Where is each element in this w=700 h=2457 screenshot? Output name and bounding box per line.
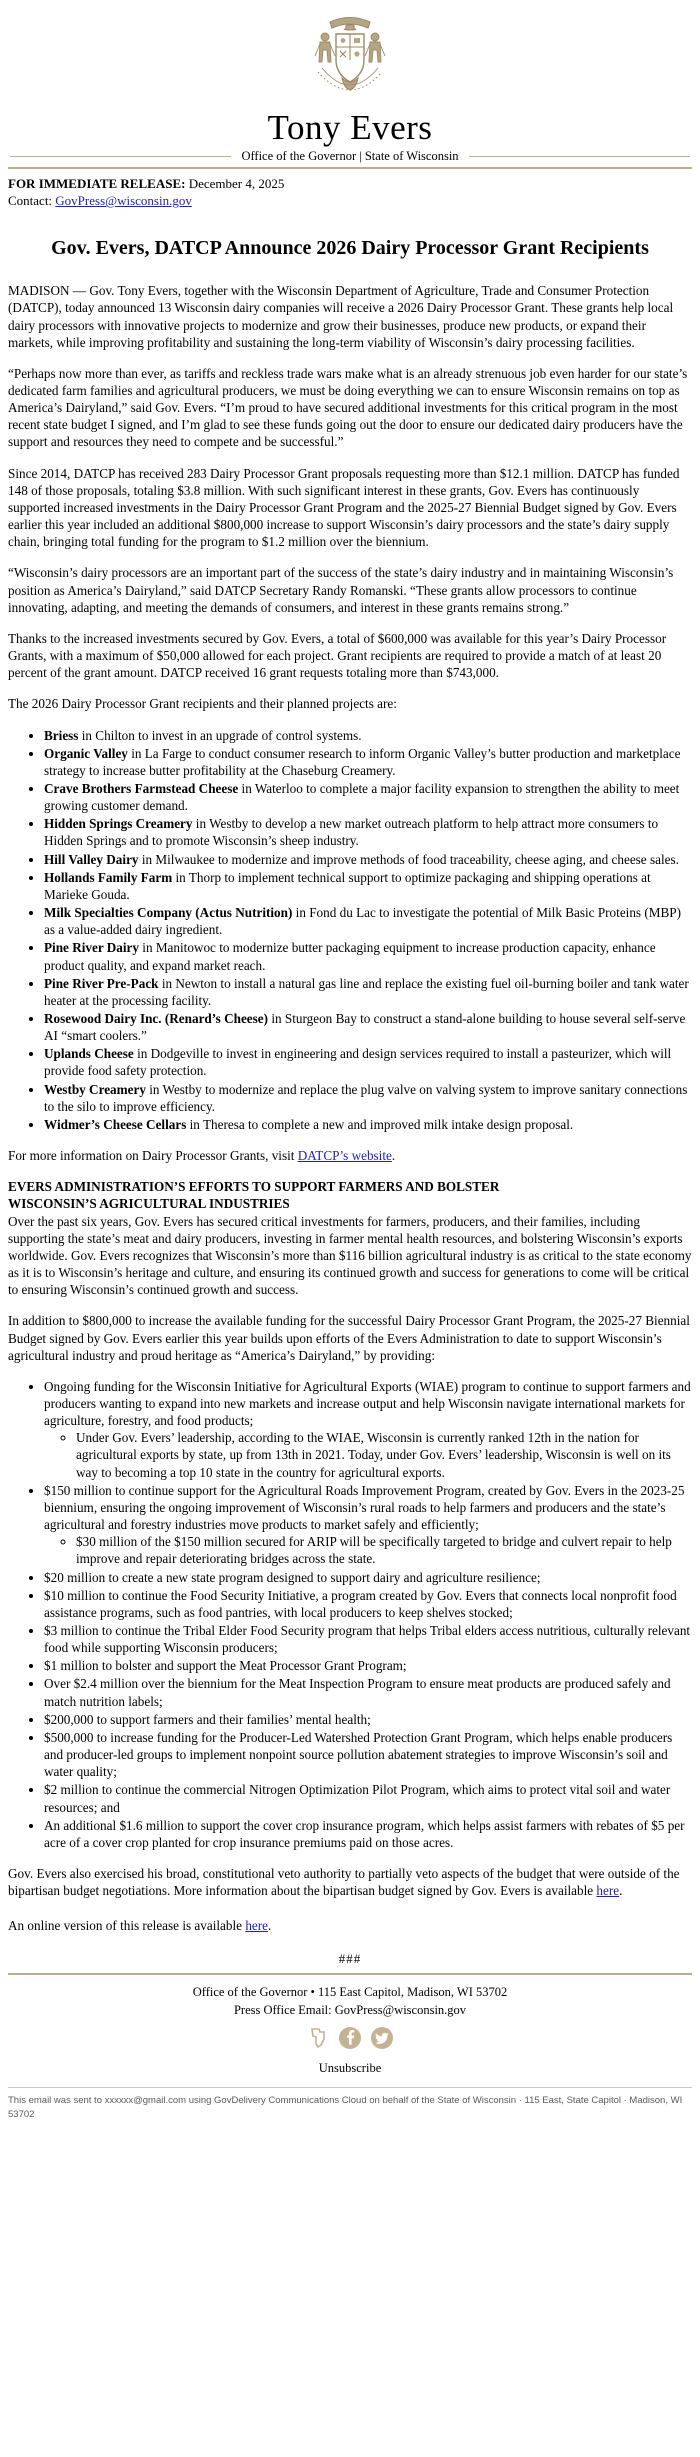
recipient-item — [44, 1010, 692, 1044]
budget-item — [44, 1378, 692, 1481]
budget-item-text: Over $2.4 million over the biennium for the Meat Inspection Program to ensure meat products are produced safely and match nutrition labels; — [44, 1676, 671, 1709]
wisconsin-state-seal-icon — [306, 10, 394, 110]
budget-info-link[interactable]: here — [596, 1883, 620, 1899]
budget-item-text: $200,000 to support farmers and their families’ mental health; — [44, 1711, 371, 1727]
recipient-item — [44, 1045, 692, 1079]
budget-item — [44, 1817, 692, 1851]
unsubscribe-link[interactable]: Unsubscribe — [318, 2060, 382, 2075]
paragraph-quote-evers: “Perhaps now more than ever, as tariffs and reckless trade wars make what is an already strenuous job even harder for our state’s dedicated farm families and agricultural producers, we must be doing everything we can to ensure Wisconsin remains on top as America’s Dairyland,” said Gov. Evers. “I’m proud to have secured additional investments for this critical program in the most recent state budget I signed, and I’m glad to see these funds going out the door to ensure our dedicated dairy producers have the support and resources they need to compete and be successful.” — [8, 365, 688, 450]
recipient-name: Organic Valley — [44, 745, 128, 761]
paragraph-veto — [8, 1865, 692, 1899]
budget-subitems-list — [44, 1429, 692, 1480]
recipient-name: Pine River Dairy — [44, 940, 139, 956]
budget-item-text: An additional $1.6 million to support the cover crop insurance program, which helps assist farmers with rebates of $5 per acre of a cover crop planted for crop insurance premiums paid on those acres. — [44, 1817, 685, 1850]
rule-right — [469, 156, 690, 157]
release-date: December 4, 2025 — [185, 175, 285, 191]
budget-subitem: ◦ $30 million of the $150 million secured for ARIP will be specifically targeted to bridge and culvert repair to help improve and repair deteriorating bridges across the state. — [76, 1533, 692, 1567]
online-prefix: An online version of this release is available — [8, 1918, 246, 1934]
immediate-release-label: FOR IMMEDIATE RELEASE: — [8, 175, 186, 191]
recipient-detail: in Manitowoc to modernize butter packaging equipment to increase production capacity, enhance product quality, and expand market reach. — [44, 940, 656, 973]
contact-label: Contact: — [8, 193, 56, 209]
paragraph-more-info — [8, 1147, 692, 1164]
page-title: Gov. Evers, DATCP Announce 2026 Dairy Processor Grant Recipients — [51, 236, 649, 259]
budget-item — [44, 1781, 692, 1815]
release-meta — [8, 175, 692, 210]
unsubscribe-link-wrap — [8, 2059, 692, 2077]
contact-line — [8, 192, 692, 210]
office-subline-row — [8, 149, 692, 164]
budget-item-text: $2 million to continue the commercial Nitrogen Optimization Pilot Program, which aims to protect vital soil and water resources; and — [44, 1782, 671, 1815]
footer-address: Office of the Governor • 115 East Capitol, Madison, WI 53702 — [192, 1984, 508, 1999]
masthead — [8, 0, 692, 169]
recipient-detail: in Dodgeville to invest in engineering and design services required to install a pasteurizer, which will provide food safety protection. — [44, 1046, 672, 1079]
recipient-detail: in Waterloo to complete a major facility expansion to strengthen the ability to meet growing customer demand. — [44, 780, 680, 814]
budget-item-text: $20 million to create a new state program designed to support dairy and agriculture resilience; — [44, 1569, 541, 1585]
budget-item — [44, 1711, 692, 1728]
budget-item-text: $1 million to bolster and support the Meat Processor Grant Program; — [44, 1658, 407, 1674]
paragraph-online-version — [8, 1917, 692, 1934]
efforts-section-heading-line2: WISCONSIN’S AGRICULTURAL INDUSTRIES — [8, 1196, 290, 1212]
recipient-name: Hidden Springs Creamery — [44, 816, 193, 832]
rule-left — [10, 156, 231, 157]
budget-item — [44, 1622, 692, 1656]
contact-email-link[interactable]: GovPress@wisconsin.gov — [55, 193, 192, 209]
recipient-name: Westby Creamery — [44, 1081, 146, 1097]
budget-item-text: $10 million to continue the Food Security Initiative, a program created by Gov. Evers that connects local nonprofit food assistance programs, such as food pantries, with local producers to keep shelves stocked; — [44, 1587, 677, 1620]
recipient-item — [44, 1116, 692, 1133]
recipients-list — [8, 727, 692, 1134]
recipient-name: Crave Brothers Farmstead Cheese — [44, 780, 239, 796]
paragraph-quote-romanski: “Wisconsin’s dairy processors are an important part of the success of the state’s dairy industry and in maintaining Wisconsin’s position as America’s Dairyland,” said DATCP Secretary Randy Romanski. “These grants allow processors to continue innovating, adapting, and meeting the demands of consumers, and interest in these grants remains strong.” — [8, 565, 674, 615]
footer-press-email: Press Office Email: GovPress@wisconsin.gov — [233, 2002, 467, 2017]
recipient-item — [44, 780, 692, 814]
immediate-release-line — [8, 175, 692, 193]
footer-top-rule — [8, 1973, 692, 1975]
recipient-detail: in Westby to develop a new market outreach platform to help attract more consumers to Hidden Springs and to promote Wisconsin’s sheep industry. — [44, 816, 659, 849]
recipient-item — [44, 727, 692, 744]
budget-item — [44, 1587, 692, 1621]
footer — [8, 1983, 692, 2077]
budget-item — [44, 1729, 692, 1780]
governor-name: Tony Evers — [267, 108, 433, 147]
recipient-item — [44, 904, 692, 938]
recipient-detail: in La Farge to conduct consumer research to inform Organic Valley’s butter production and marketplace strategy to increase butter profitability at the Chaseburg Creamery. — [44, 745, 681, 778]
budget-item-text: $150 million to continue support for the Agricultural Roads Improvement Program, created by Gov. Evers in the 2023-25 biennium, ensuring the ongoing improvement of Wisconsin’s rural roads to help farmers and producers and the state’s agricultural and forestry industries move products to market safely and efficiently; — [44, 1482, 685, 1533]
recipient-name: Hollands Family Farm — [44, 869, 173, 885]
recipient-item — [44, 939, 692, 973]
budget-item — [44, 1657, 692, 1674]
recipient-name: Uplands Cheese — [44, 1046, 134, 1062]
budget-item — [44, 1569, 692, 1586]
budget-items-list — [8, 1378, 692, 1851]
recipient-name: Milk Specialties Company (Actus Nutrition) — [44, 905, 293, 921]
recipient-detail: in Chilton to invest in an upgrade of control systems. — [78, 727, 362, 743]
veto-prefix: Gov. Evers also exercised his broad, constitutional veto authority to partially veto aspects of the budget that were outside of the bipartisan budget negotiations. More information about the bipartisan budget signed by Gov. Evers is available — [8, 1866, 680, 1899]
online-release-link[interactable]: here — [245, 1918, 269, 1934]
recipient-name: Pine River Pre-Pack — [44, 975, 159, 991]
efforts-section-heading-line1: EVERS ADMINISTRATION’S EFFORTS TO SUPPORT FARMERS AND BOLSTER — [8, 1179, 500, 1195]
budget-item — [44, 1482, 692, 1568]
end-marker: ### — [338, 1950, 362, 1966]
paragraph-budget-intro: In addition to $800,000 to increase the available funding for the successful Dairy Processor Grant Program, the 2025-27 Biennial Budget signed by Gov. Evers earlier this year builds upon efforts of the Evers Administration to date to support Wisconsin’s agricultural industry and proud heritage as “America’s Dairyland,” by providing: — [8, 1313, 690, 1363]
recipient-name: Hill Valley Dairy — [44, 851, 139, 867]
recipient-detail: in Westby to modernize and replace the plug valve on valving system to improve sanitary connections to the silo to improve efficiency. — [44, 1081, 688, 1114]
recipient-detail: in Sturgeon Bay to construct a stand-alone building to house several self-serve AI “smart coolers.” — [44, 1011, 686, 1044]
budget-subitems-list — [44, 1533, 692, 1567]
budget-subitem: ◦ Under Gov. Evers’ leadership, according to the WIAE, Wisconsin is currently ranked 12th in the nation for agricultural exports by state, up from 13th in 2021. Today, under Gov. Evers’ leadership, Wisconsin is well on its way to becoming a top 10 state in the country for agricultural exports. — [76, 1429, 692, 1480]
budget-item-text: Ongoing funding for the Wisconsin Initiative for Agricultural Exports (WIAE) program to continue to support farmers and producers wanting to expand into new markets and increase output and help Wisconsin navigate international markets for agriculture, forestry, and food products; — [44, 1378, 691, 1429]
more-info-suffix: . — [391, 1148, 396, 1164]
social-links-row — [8, 2025, 692, 2051]
paragraph-funding-details: Thanks to the increased investments secured by Gov. Evers, a total of $600,000 was available for this year’s Dairy Processor Grants, with a maximum of $50,000 allowed for each project. Grant recipients are required to provide a match of at least 20 percent of the grant amount. DATCP received 16 grant requests totaling more than $743,000. — [8, 630, 667, 681]
recipient-name: Rosewood Dairy Inc. (Renard’s Cheese) — [44, 1011, 269, 1027]
recipient-detail: in Milwaukee to modernize and improve methods of food traceability, cheese aging, and cheese sales. — [138, 851, 679, 867]
masthead-bottom-rule — [8, 167, 692, 169]
recipient-item — [44, 1081, 692, 1115]
recipient-item — [44, 815, 692, 849]
wisconsin-icon[interactable] — [305, 2025, 331, 2051]
more-info-prefix: For more information on Dairy Processor Grants, visit — [8, 1148, 298, 1164]
paragraph-lede: MADISON — Gov. Tony Evers, together with the Wisconsin Department of Agriculture, Trade and Consumer Protection (DATCP), today announced 13 Wisconsin dairy companies will receive a 2026 Dairy Processor Grant. These grants help local dairy processors with innovative projects to modernize and grow their businesses, produce new products, or expand their markets, while improving profitability and sustaining the long-term viability of Wisconsin’s dairy processing facilities. — [8, 283, 674, 350]
recipient-detail: in Theresa to complete a new and improved milk intake design proposal. — [186, 1116, 574, 1132]
budget-item — [44, 1675, 692, 1709]
recipient-item — [44, 869, 692, 903]
datcp-website-link[interactable]: DATCP’s website — [297, 1148, 392, 1164]
recipient-name: Widmer’s Cheese Cellars — [44, 1116, 187, 1132]
paragraph-recipients-intro: The 2026 Dairy Processor Grant recipients and their planned projects are: — [8, 696, 397, 712]
recipient-detail: in Fond du Lac to investigate the potential of Milk Basic Proteins (MBP) as a value-added dairy ingredient. — [44, 905, 681, 938]
recipient-detail: in Thorp to implement technical support to optimize packaging and shipping operations at Marieke Gouda. — [44, 869, 651, 902]
recipient-name: Briess — [44, 727, 79, 743]
recipient-item — [44, 975, 692, 1009]
paragraph-efforts-body: Over the past six years, Gov. Evers has secured critical investments for farmers, producers, and their families, including supporting the state’s meat and dairy producers, investing in farmer mental health resources, and bolstering Wisconsin’s exports worldwide. Gov. Evers recognizes that Wisconsin’s more than $116 billion agricultural industry is as critical to the state economy as it is to Wisconsin’s heritage and culture, and ensuring its continued growth and success for generations to come will be critical to ensuring Wisconsin’s continued growth and success. — [8, 1213, 692, 1298]
budget-item-text: $500,000 to increase funding for the Producer-Led Watershed Protection Grant Program, which helps enable producers and producer-led groups to implement nonpoint source pollution abatement strategies to improve Wisconsin’s soil and water quality; — [44, 1729, 673, 1780]
veto-suffix: . — [619, 1883, 623, 1899]
recipient-item — [44, 745, 692, 779]
footer-bottom-rule — [8, 2087, 692, 2088]
office-subline: Office of the Governor | State of Wisconsin — [241, 148, 459, 163]
email-disclaimer: This email was sent to xxxxxx@gmail.com using GovDelivery Communications Cloud on behalf of the State of Wisconsin · 115 East, State Capitol · Madison, WI 53702 — [8, 2094, 683, 2121]
recipient-item — [44, 851, 692, 868]
recipient-detail: in Newton to install a natural gas line and replace the existing fuel oil-burning boiler and tank water heater at the processing facility. — [44, 975, 689, 1008]
twitter-icon[interactable] — [369, 2025, 395, 2051]
facebook-icon[interactable] — [337, 2025, 363, 2051]
budget-item-text: $3 million to continue the Tribal Elder Food Security program that helps Tribal elders access nutritious, culturally relevant food while supporting Wisconsin producers; — [44, 1623, 691, 1656]
online-suffix: . — [268, 1918, 272, 1934]
paragraph-program-history: Since 2014, DATCP has received 283 Dairy Processor Grant proposals requesting more than $12.1 million. DATCP has funded 148 of those proposals, totaling $3.8 million. With such significant interest in these grants, Gov. Evers has continuously supported increased investments in the Dairy Processor Grant Program and the 2025-27 Biennial Budget signed by Gov. Evers earlier this year included an additional $800,000 increase to support Wisconsin’s dairy processors and the state’s dairy supply chain, bringing total funding for the program to $1.2 million over the biennium. — [8, 465, 680, 550]
